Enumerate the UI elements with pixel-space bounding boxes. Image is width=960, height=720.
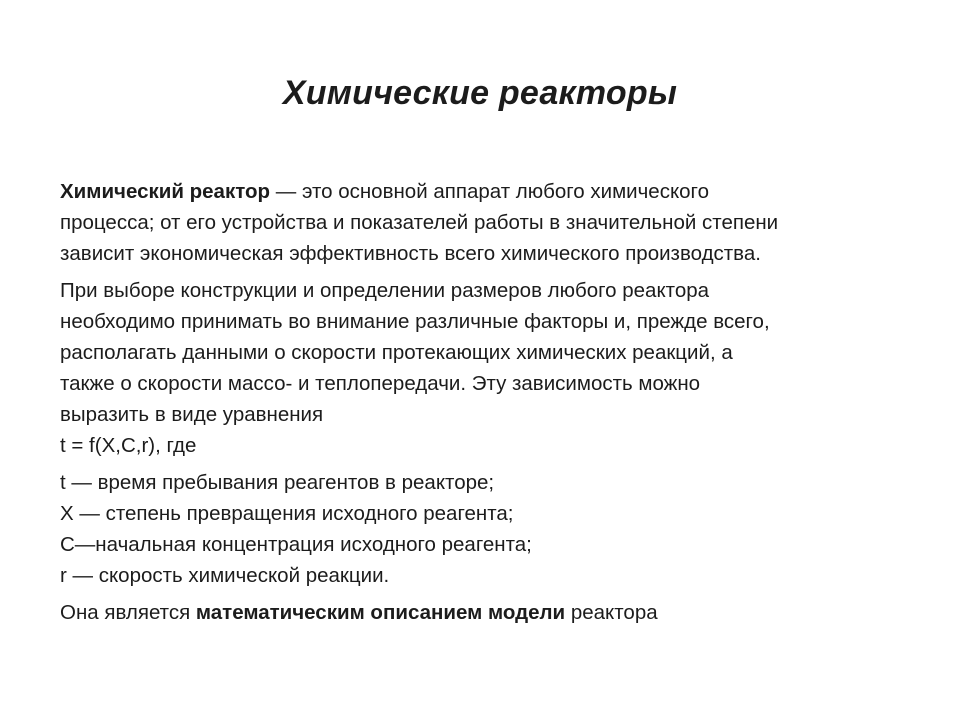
design-line-3: располагать данными о скорости протекающих химических реакций, а — [60, 341, 733, 364]
equation: t = f(X,C,r), где — [60, 434, 197, 457]
slide-title: Химические реакторы — [282, 74, 678, 112]
slide-body — [60, 176, 910, 628]
definition-line-1: — это основной аппарат любого химического — [270, 180, 709, 203]
variable-x: X — степень превращения исходного реагента; — [60, 502, 514, 525]
paragraph-variables — [60, 467, 910, 591]
term-chemical-reactor: Химический реактор — [60, 180, 271, 203]
variable-c: C—начальная концентрация исходного реагента; — [60, 533, 532, 556]
design-line-4: также о скорости массо- и теплопередачи. Эту зависимость можно — [60, 372, 701, 395]
definition-line-2: процесса; от его устройства и показателей работы в значительной степени — [60, 211, 779, 234]
paragraph-design-factors — [60, 275, 910, 461]
paragraph-conclusion — [60, 597, 910, 628]
variable-r: r — скорость химической реакции. — [60, 564, 390, 587]
definition-line-3: зависит экономическая эффективность всего химического производства. — [60, 242, 761, 265]
paragraph-definition — [60, 176, 910, 269]
design-line-1: При выборе конструкции и определении размеров любого реактора — [60, 279, 710, 302]
design-line-5: выразить в виде уравнения — [60, 403, 324, 426]
conclusion-suffix: реактора — [565, 601, 658, 624]
conclusion-bold: математическим описанием модели — [195, 601, 566, 624]
design-line-2: необходимо принимать во внимание различные факторы и, прежде всего, — [60, 310, 770, 333]
conclusion-prefix: Она является — [60, 601, 196, 624]
variable-t: t — время пребывания реагентов в реакторе; — [60, 471, 495, 494]
